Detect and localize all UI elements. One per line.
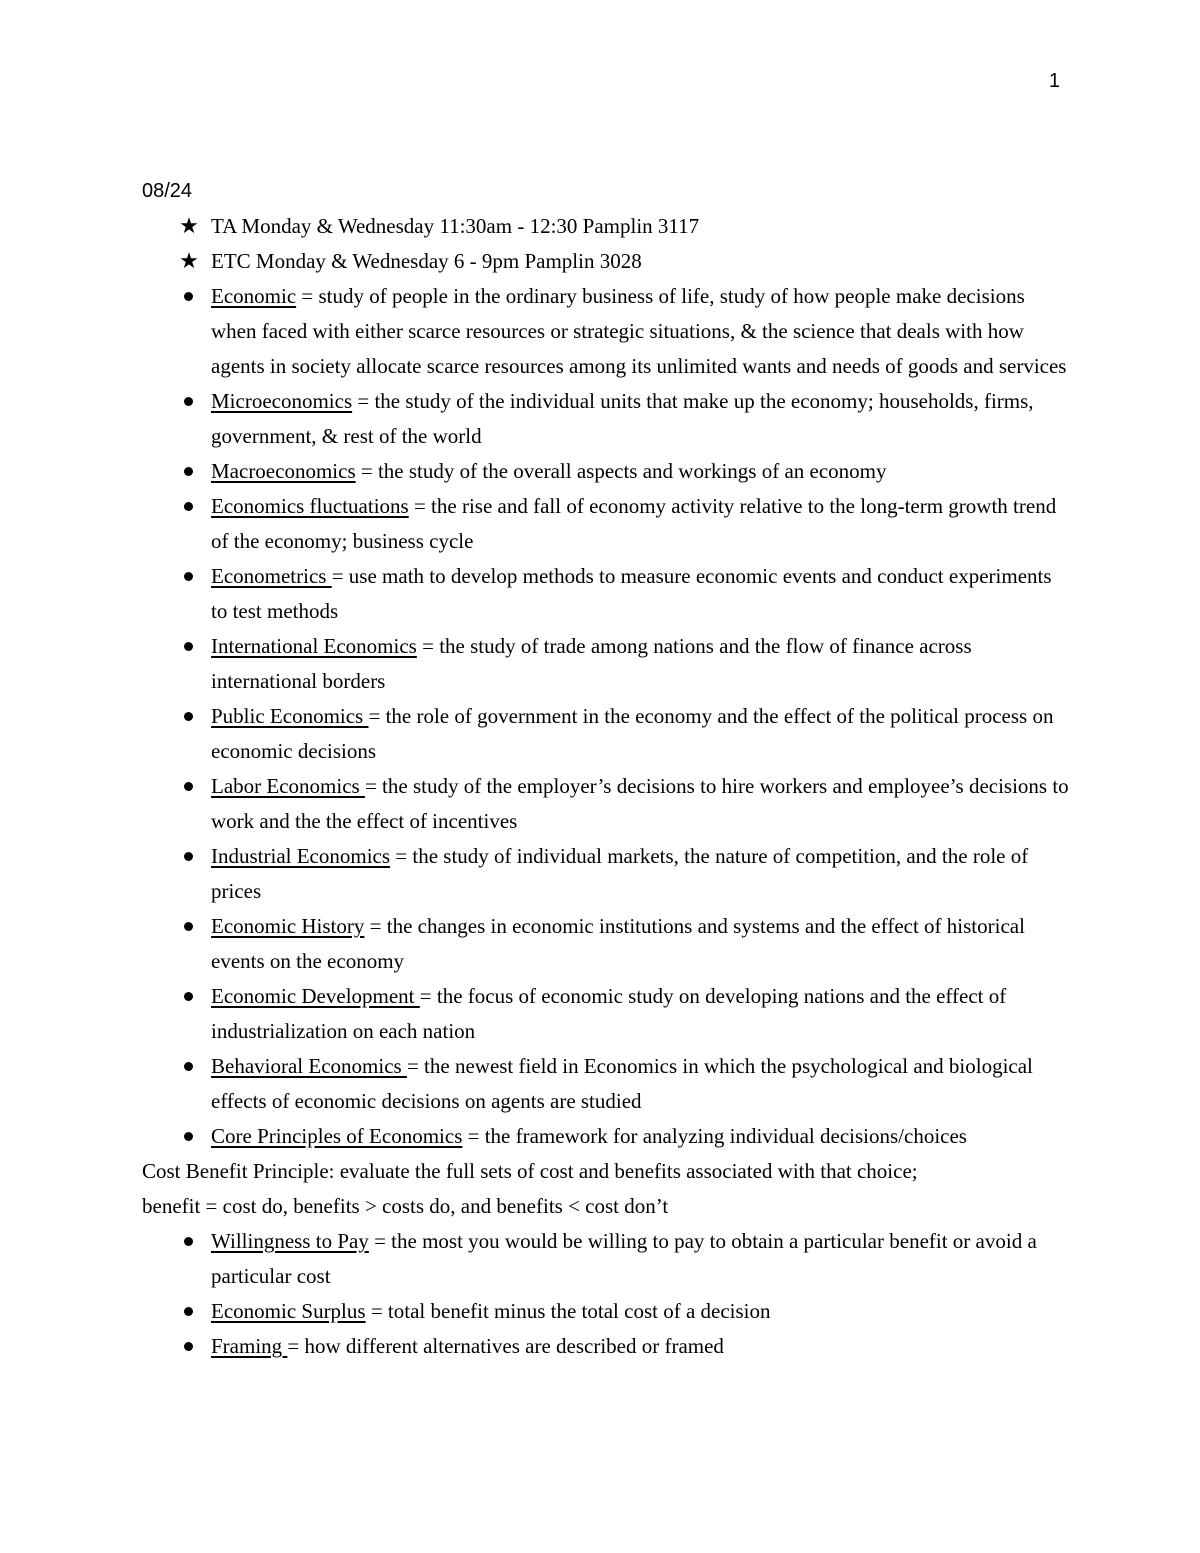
list-item: [142, 244, 1072, 279]
definition-text: = the focus of economic study on developing nations and the effect of industrialization on each nation: [211, 984, 1007, 1043]
list-item: [142, 1224, 1072, 1294]
definition-term: Industrial Economics: [211, 844, 391, 868]
definition-text: = the most you would be willing to pay to obtain a particular benefit or avoid a particular cost: [211, 1229, 1037, 1288]
list-item: [142, 489, 1072, 559]
definition-text: = use math to develop methods to measure economic events and conduct experiments to test methods: [211, 564, 1052, 623]
star-bullet-icon: ★: [179, 249, 199, 274]
item-text: TA Monday & Wednesday 11:30am - 12:30 Pamplin 3117: [211, 214, 700, 238]
list-item: [142, 629, 1072, 699]
definition-text: = the study of individual markets, the nature of competition, and the role of prices: [211, 844, 1029, 903]
notes-content: [142, 174, 1072, 1364]
definition-term: Core Principles of Economics: [211, 1124, 463, 1148]
star-bullet-icon: ★: [179, 214, 199, 239]
list-item: [142, 559, 1072, 629]
definition-term: International Economics: [211, 634, 417, 658]
definition-term: Labor Economics: [211, 774, 365, 798]
definition-term: Economics fluctuations: [211, 494, 409, 518]
definition-text: = the study of trade among nations and the flow of finance across international borders: [211, 634, 972, 693]
definition-term: Framing: [211, 1334, 288, 1358]
note-date: 08/24: [142, 180, 193, 202]
definition-text: = the study of the overall aspects and workings of an economy: [355, 459, 887, 483]
cost-benefit-line-2: benefit = cost do, benefits > costs do, and benefits < cost don’t: [142, 1194, 669, 1218]
definition-text: = the study of the employer’s decisions to hire workers and employee’s decisions to work and the the effect of incentives: [211, 774, 1069, 833]
definitions-list: [142, 279, 1072, 1154]
list-item: [142, 979, 1072, 1049]
definition-text: = the newest field in Economics in which the psychological and biological effects of economic decisions on agents are studied: [211, 1054, 1033, 1113]
page-number: 1: [1048, 70, 1060, 92]
definition-text: = the framework for analyzing individual decisions/choices: [462, 1124, 967, 1148]
list-item: [142, 209, 1072, 244]
definition-text: = total benefit minus the total cost of a decision: [365, 1299, 771, 1323]
definition-term: Public Economics: [211, 704, 369, 728]
definition-term: Macroeconomics: [211, 459, 356, 483]
definition-text: = study of people in the ordinary business of life, study of how people make decisions when faced with either scarce resources or strategic situations, & the science that deals with how agents in society allocate scarce resources among its unlimited wants and needs of goods and services: [211, 284, 1067, 378]
list-item: [142, 699, 1072, 769]
definition-text: = the role of government in the economy and the effect of the political process on economic decisions: [211, 704, 1054, 763]
definition-term: Econometrics: [211, 564, 332, 588]
definition-text: = the study of the individual units that make up the economy; households, firms, government, & rest of the world: [211, 389, 1034, 448]
definition-term: Economic Development: [211, 984, 420, 1008]
list-item: [142, 454, 1072, 489]
definition-term: Economic: [211, 284, 297, 308]
definition-term: Economic Surplus: [211, 1299, 366, 1323]
more-definitions-list: [142, 1224, 1072, 1364]
definition-term: Behavioral Economics: [211, 1054, 407, 1078]
definition-text: = how different alternatives are described or framed: [287, 1334, 724, 1358]
definition-term: Willingness to Pay: [211, 1229, 369, 1253]
list-item: [142, 1049, 1072, 1119]
list-item: [142, 384, 1072, 454]
definition-term: Economic History: [211, 914, 365, 938]
list-item: [142, 769, 1072, 839]
list-item: [142, 909, 1072, 979]
definition-text: = the rise and fall of economy activity relative to the long-term growth trend of the economy; business cycle: [211, 494, 1057, 553]
list-item: [142, 1119, 1072, 1154]
list-item: [142, 839, 1072, 909]
definition-text: = the changes in economic institutions and systems and the effect of historical events on the economy: [211, 914, 1025, 973]
list-item: [142, 1294, 1072, 1329]
star-list: [142, 209, 1072, 279]
list-item: [142, 279, 1072, 384]
definition-term: Microeconomics: [211, 389, 353, 413]
list-item: [142, 1329, 1072, 1364]
cost-benefit-line-1: Cost Benefit Principle: evaluate the full sets of cost and benefits associated with that choice;: [142, 1159, 918, 1183]
item-text: ETC Monday & Wednesday 6 - 9pm Pamplin 3028: [211, 249, 642, 273]
